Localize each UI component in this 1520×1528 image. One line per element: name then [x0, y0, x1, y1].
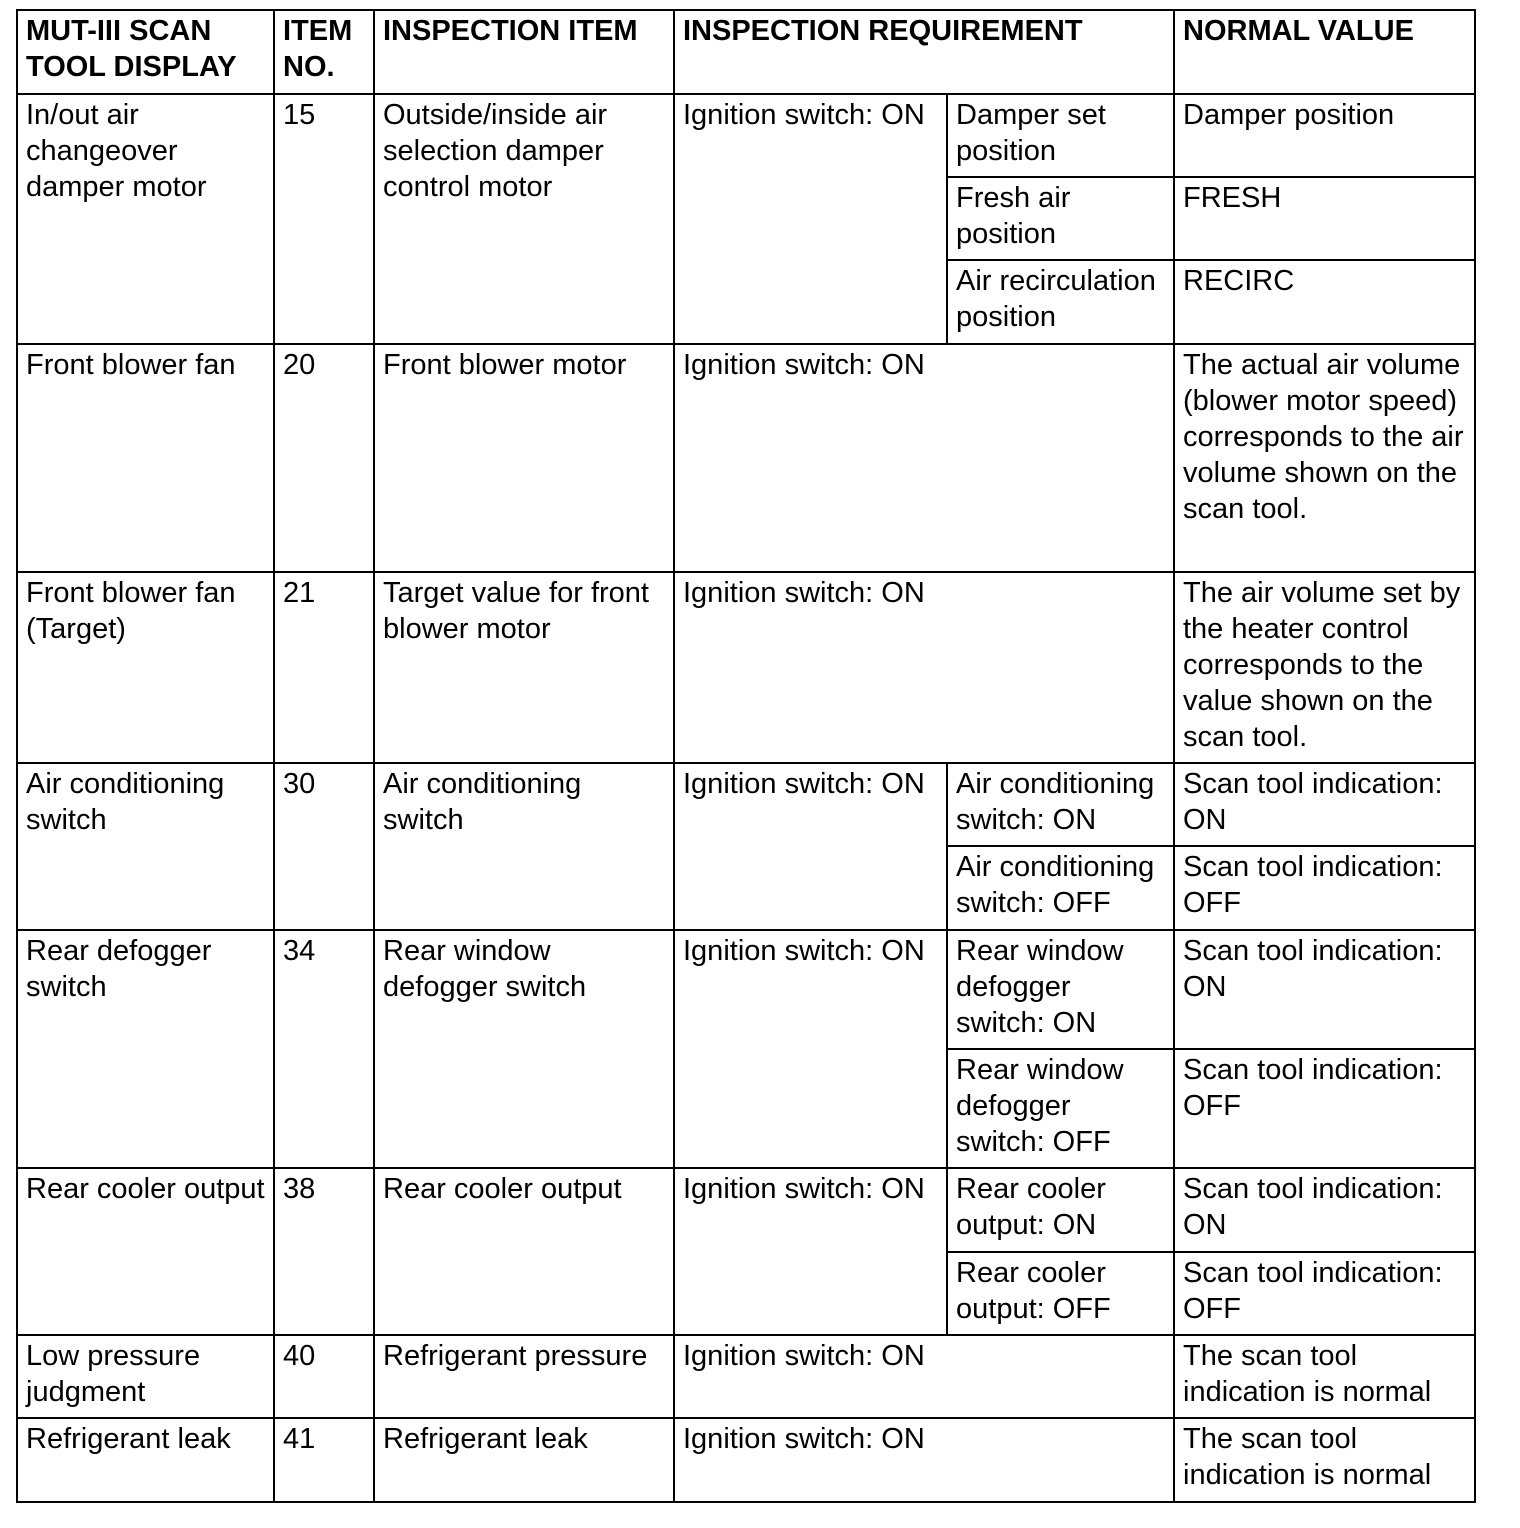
- normal-value-cell: The scan tool indication is normal: [1174, 1418, 1475, 1502]
- item-no-cell: 30: [274, 763, 374, 930]
- condition-cell: Air conditioning switch: ON: [947, 763, 1174, 846]
- normal-value-cell: The air volume set by the heater control corresponds to the value shown on the scan tool.: [1174, 572, 1475, 763]
- header-display: MUT-III SCAN TOOL DISPLAY: [17, 10, 274, 94]
- requirement-cell: Ignition switch: ON: [674, 1168, 947, 1335]
- display-cell: In/out air changeover damper motor: [17, 94, 274, 344]
- condition-cell: Damper set position: [947, 94, 1174, 177]
- table-row: [17, 94, 1475, 177]
- normal-value-cell: Scan tool indication: ON: [1174, 930, 1475, 1049]
- normal-value-cell: The actual air volume (blower motor speed) corresponds to the air volume shown on the scan tool.: [1174, 344, 1475, 572]
- display-cell: Low pressure judgment: [17, 1335, 274, 1418]
- header-item-no: ITEM NO.: [274, 10, 374, 94]
- inspection-item-cell: Target value for front blower motor: [374, 572, 674, 763]
- normal-value-cell: RECIRC: [1174, 260, 1475, 344]
- condition-cell: Air recirculation position: [947, 260, 1174, 344]
- inspection-item-cell: Outside/inside air selection damper control motor: [374, 94, 674, 344]
- header-inspection-item: INSPECTION ITEM: [374, 10, 674, 94]
- item-no-cell: 15: [274, 94, 374, 344]
- display-cell: Refrigerant leak: [17, 1418, 274, 1502]
- normal-value-cell: Scan tool indication: ON: [1174, 1168, 1475, 1252]
- item-no-cell: 40: [274, 1335, 374, 1418]
- requirement-cell: Ignition switch: ON: [674, 1418, 1174, 1502]
- normal-value-cell: Scan tool indication: ON: [1174, 763, 1475, 846]
- normal-value-cell: FRESH: [1174, 177, 1475, 260]
- table-row: [17, 572, 1475, 763]
- inspection-table: [16, 9, 1476, 1503]
- normal-value-cell: Scan tool indication: OFF: [1174, 1252, 1475, 1335]
- table-row: [17, 930, 1475, 1049]
- inspection-item-cell: Air conditioning switch: [374, 763, 674, 930]
- table-row: [17, 1168, 1475, 1252]
- display-cell: Rear cooler output: [17, 1168, 274, 1335]
- normal-value-cell: Scan tool indication: OFF: [1174, 846, 1475, 930]
- inspection-item-cell: Front blower motor: [374, 344, 674, 572]
- inspection-item-cell: Refrigerant leak: [374, 1418, 674, 1502]
- condition-cell: Rear cooler output: OFF: [947, 1252, 1174, 1335]
- normal-value-cell: Damper position: [1174, 94, 1475, 177]
- header-row: [17, 10, 1475, 94]
- table-row: [17, 344, 1475, 572]
- table-row: [17, 1418, 1475, 1502]
- condition-cell: Rear window defogger switch: ON: [947, 930, 1174, 1049]
- requirement-cell: Ignition switch: ON: [674, 763, 947, 930]
- item-no-cell: 38: [274, 1168, 374, 1335]
- requirement-cell: Ignition switch: ON: [674, 930, 947, 1168]
- display-cell: Rear defogger switch: [17, 930, 274, 1168]
- inspection-item-cell: Rear cooler output: [374, 1168, 674, 1335]
- inspection-item-cell: Rear window defogger switch: [374, 930, 674, 1168]
- table-row: [17, 1335, 1475, 1418]
- condition-cell: Air conditioning switch: OFF: [947, 846, 1174, 930]
- condition-cell: Rear cooler output: ON: [947, 1168, 1174, 1252]
- inspection-item-cell: Refrigerant pressure: [374, 1335, 674, 1418]
- normal-value-cell: Scan tool indication: OFF: [1174, 1049, 1475, 1168]
- normal-value-cell: The scan tool indication is normal: [1174, 1335, 1475, 1418]
- header-normal-value: NORMAL VALUE: [1174, 10, 1475, 94]
- item-no-cell: 34: [274, 930, 374, 1168]
- display-cell: Air conditioning switch: [17, 763, 274, 930]
- condition-cell: Rear window defogger switch: OFF: [947, 1049, 1174, 1168]
- requirement-cell: Ignition switch: ON: [674, 94, 947, 344]
- requirement-cell: Ignition switch: ON: [674, 1335, 1174, 1418]
- table-row: [17, 763, 1475, 846]
- header-inspection-requirement: INSPECTION REQUIREMENT: [674, 10, 1174, 94]
- requirement-cell: Ignition switch: ON: [674, 344, 1174, 572]
- condition-cell: Fresh air position: [947, 177, 1174, 260]
- item-no-cell: 20: [274, 344, 374, 572]
- display-cell: Front blower fan (Target): [17, 572, 274, 763]
- display-cell: Front blower fan: [17, 344, 274, 572]
- item-no-cell: 41: [274, 1418, 374, 1502]
- item-no-cell: 21: [274, 572, 374, 763]
- requirement-cell: Ignition switch: ON: [674, 572, 1174, 763]
